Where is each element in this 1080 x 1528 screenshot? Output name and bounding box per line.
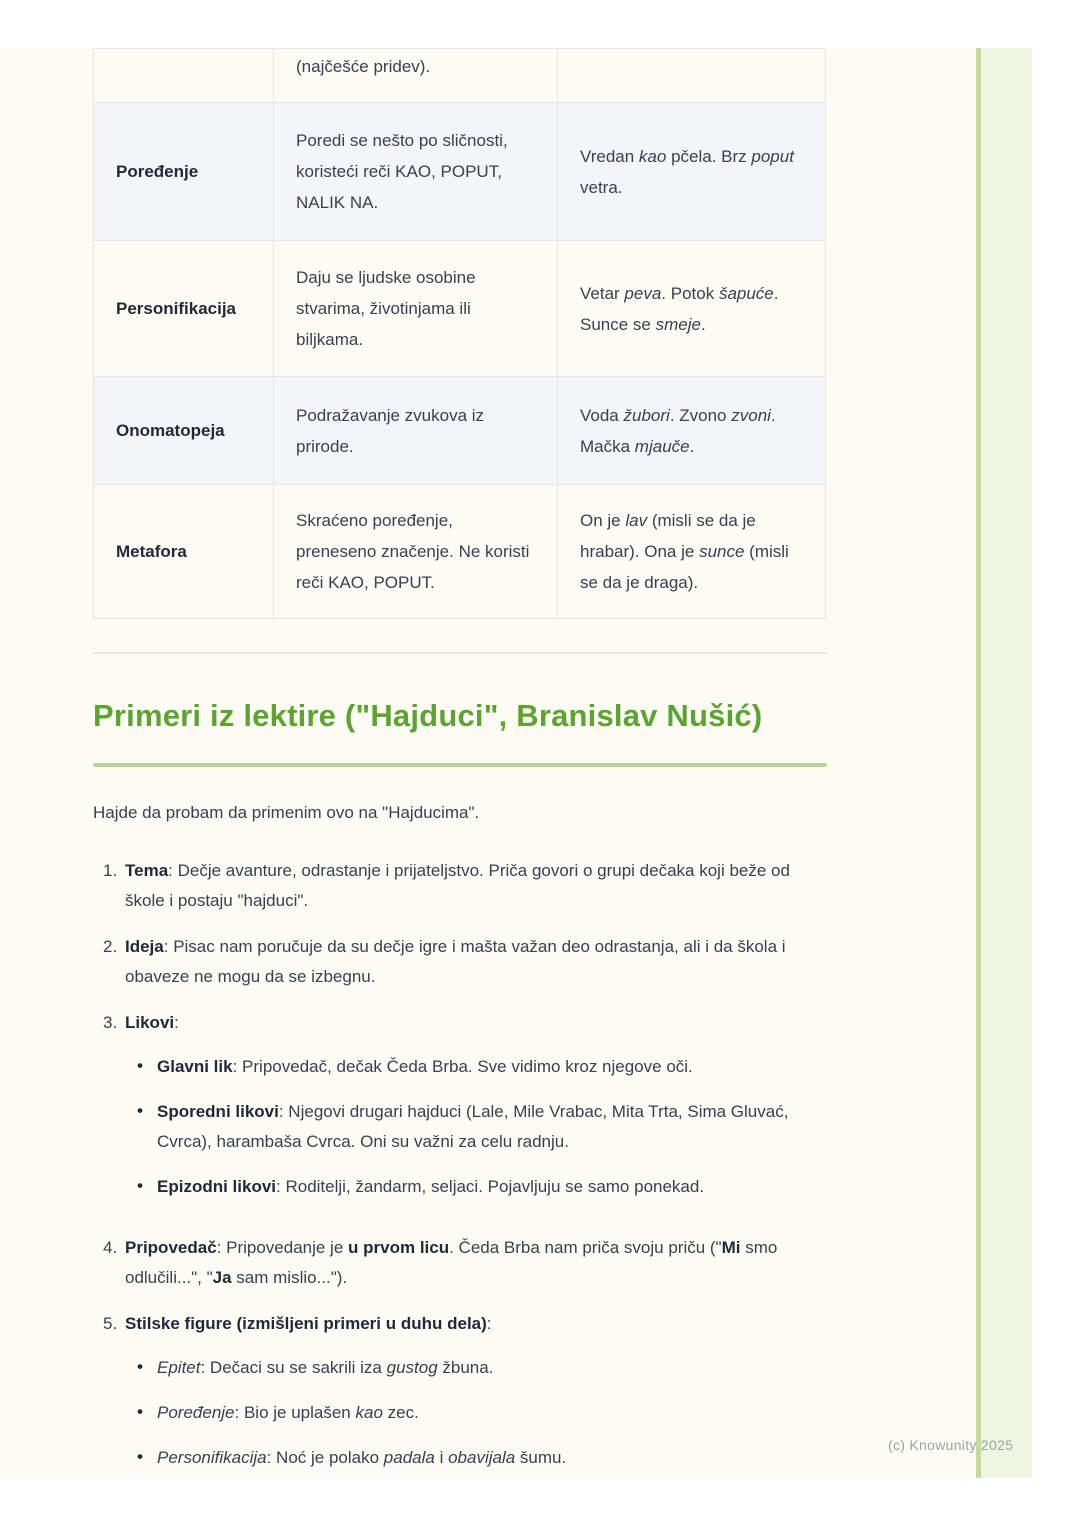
table-row <box>94 377 826 485</box>
document-page <box>0 48 976 1478</box>
term-cell: Personifikacija <box>94 241 274 377</box>
list-item-text: Ideja: Pisac nam poručuje da su dečje igre i mašta važan deo odrastanja, ali i da škola i obaveze ne mogu da se izbegnu. <box>125 937 786 986</box>
sublist-item-personifikacija: • Personifikacija: Noć je polako padala i obavijala šumu. <box>137 1443 827 1473</box>
list-item-text: Tema: Dečje avanture, odrastanje i prijateljstvo. Priča govori o grupi dečaka koji beže od škole i postaju "hajduci". <box>125 861 790 910</box>
likovi-sublist <box>125 1052 827 1202</box>
list-number: 1. <box>103 861 118 880</box>
stilske-figure-sublist <box>125 1353 827 1473</box>
term-cell: Onomatopeja <box>94 377 274 485</box>
example-cell <box>558 49 826 103</box>
definition-cell: Podražavanje zvukova iz prirode. <box>274 377 558 485</box>
list-item-text: Likovi: <box>125 1013 179 1032</box>
table-row <box>94 103 826 241</box>
sublist-item-sporedni-likovi: • Sporedni likovi: Njegovi drugari hajduci (Lale, Mile Vrabac, Mita Trta, Sima Gluvać, Cvrca), harambaša Cvrca. Oni su važni za celu radnju. <box>137 1097 827 1157</box>
list-number: 5. <box>103 1314 118 1333</box>
table-row <box>94 241 826 377</box>
definition-cell: (najčešće pridev). <box>274 49 558 103</box>
list-number: 3. <box>103 1013 118 1032</box>
document-content <box>93 48 827 1504</box>
definition-cell: Skraćeno poređenje, preneseno značenje. Ne koristi reči KAO, POPUT. <box>274 485 558 619</box>
term-cell: Poređenje <box>94 103 274 241</box>
example-cell: Vredan kao pčela. Brz poput vetra. <box>558 103 826 241</box>
green-side-bar <box>976 48 1032 1478</box>
list-item-pripovedac <box>103 1233 827 1293</box>
term-cell <box>94 49 274 103</box>
sublist-item-epizodni-likovi: • Epizodni likovi: Roditelji, žandarm, seljaci. Pojavljuju se samo ponekad. <box>137 1172 827 1202</box>
list-item-text: Pripovedač: Pripovedanje je u prvom licu. Čeda Brba nam priča svoju priču ("Mi smo odlučili...", "Ja sam mislio..."). <box>125 1238 778 1287</box>
list-item-tema <box>103 856 827 916</box>
intro-paragraph: Hajde da probam da primenim ovo na "Hajducima". <box>93 803 480 822</box>
table-row <box>94 485 826 619</box>
example-cell: Voda žubori. Zvono zvoni. Mačka mjauče. <box>558 377 826 485</box>
section-heading: Primeri iz lektire ("Hajduci", Branislav Nušić) <box>93 698 763 733</box>
analysis-list <box>93 856 827 1488</box>
watermark: (c) Knowunity 2025 <box>888 1437 1014 1453</box>
example-cell: On je lav (misli se da je hrabar). Ona je sunce (misli se da je draga). <box>558 485 826 619</box>
definition-cell: Poredi se nešto po sličnosti, koristeći reči KAO, POPUT, NALIK NA. <box>274 103 558 241</box>
sublist-item-glavni-lik: • Glavni lik: Pripovedač, dečak Čeda Brba. Sve vidimo kroz njegove oči. <box>137 1052 827 1082</box>
definition-cell: Daju se ljudske osobine stvarima, životinjama ili biljkama. <box>274 241 558 377</box>
term-cell: Metafora <box>94 485 274 619</box>
table-row <box>94 49 826 103</box>
list-number: 2. <box>103 937 118 956</box>
sublist-item-poredjenje: • Poređenje: Bio je uplašen kao zec. <box>137 1398 827 1428</box>
list-item-ideja <box>103 932 827 992</box>
stylistic-figures-table <box>93 48 826 619</box>
example-cell: Vetar peva. Potok šapuće. Sunce se smeje. <box>558 241 826 377</box>
list-item-text: Stilske figure (izmišljeni primeri u duhu dela): <box>125 1314 492 1333</box>
list-item-stilske-figure <box>103 1309 827 1488</box>
heading-underline <box>93 763 827 767</box>
section-divider <box>93 652 827 654</box>
sublist-item-epitet: • Epitet: Dečaci su se sakrili iza gustog žbuna. <box>137 1353 827 1383</box>
list-item-likovi <box>103 1008 827 1217</box>
list-number: 4. <box>103 1238 118 1257</box>
